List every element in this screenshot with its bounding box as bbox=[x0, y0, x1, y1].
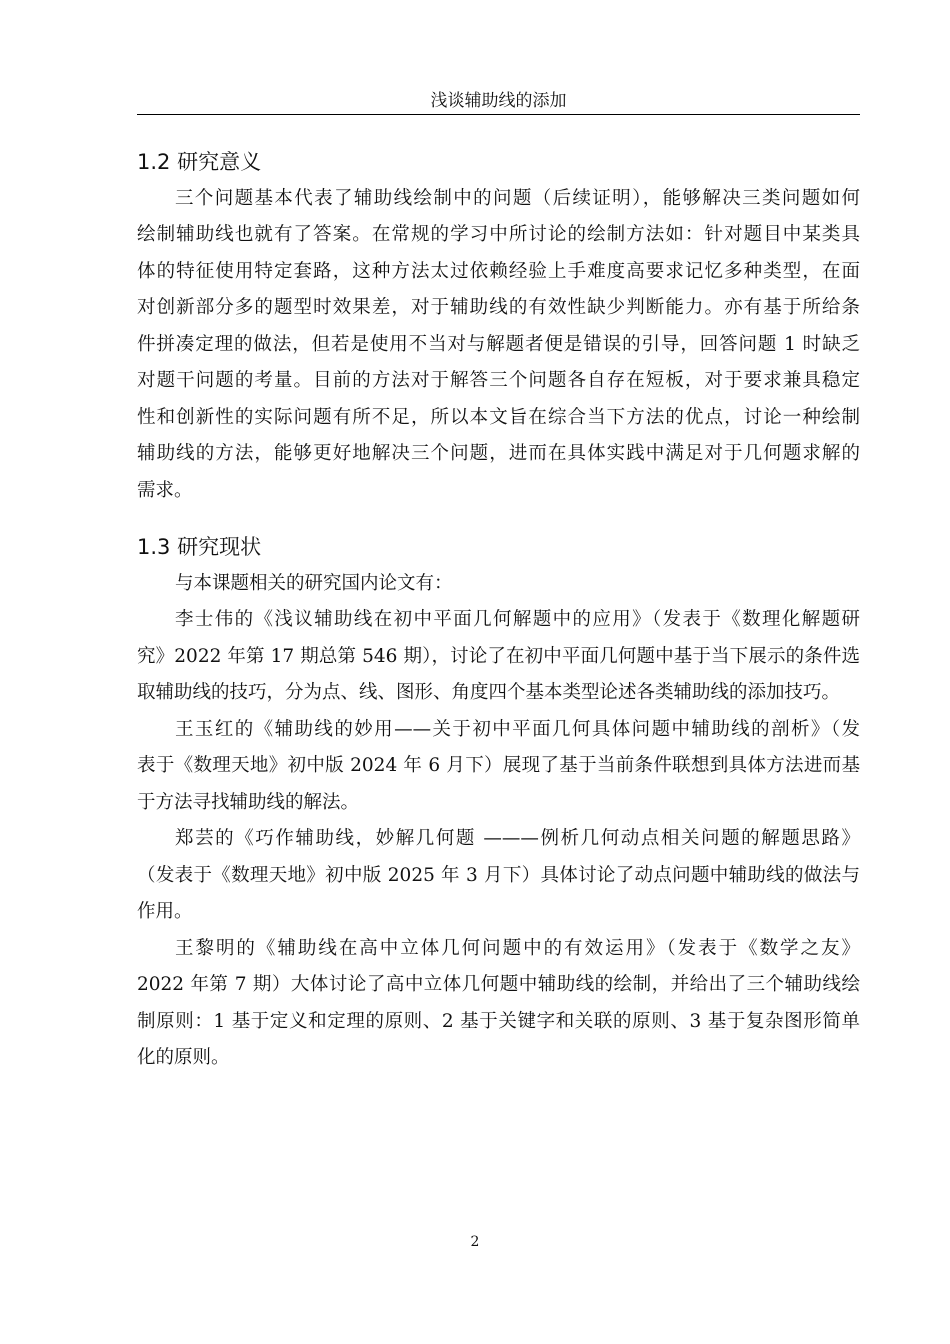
page-number: 2 bbox=[470, 1234, 480, 1250]
text-line: 性和创新性的实际问题有所不足，所以本文旨在综合当下方法的优点，讨论一种绘制 bbox=[137, 406, 860, 428]
text-line: 对题干问题的考量。目前的方法对于解答三个问题各自存在短板，对于要求兼具稳定 bbox=[137, 370, 860, 391]
paragraph bbox=[137, 181, 860, 510]
text-line: 件拼凑定理的做法，但若是使用不当对与解题者便是错误的引导，回答问题 1 时缺乏 bbox=[137, 333, 860, 355]
text-line: 王玉红的《辅助线的妙用——关于初中平面几何具体问题中辅助线的剖析》（发 bbox=[175, 718, 860, 740]
section-heading: 1.2 研究意义 bbox=[137, 150, 262, 174]
paragraph bbox=[137, 602, 860, 712]
text-line: 究》2022 年第 17 期总第 546 期），讨论了在初中平面几何题中基于当下展示的条件选 bbox=[137, 645, 860, 667]
text-line: 辅助线的方法，能够更好地解决三个问题，进而在具体实践中满足对于几何题求解的 bbox=[137, 443, 860, 464]
text-line: 取辅助线的技巧，分为点、线、图形、角度四个基本类型论述各类辅助线的添加技巧。 bbox=[137, 682, 841, 703]
text-line: 对创新部分多的题型时效果差，对于辅助线的有效性缺少判断能力。亦有基于所给条 bbox=[137, 297, 860, 318]
text-line: 2022 年第 7 期）大体讨论了高中立体几何题中辅助线的绘制，并给出了三个辅助线绘 bbox=[137, 974, 860, 995]
text-line: 化的原则。 bbox=[137, 1047, 230, 1068]
text-line: （发表于《数理天地》初中版 2025 年 3 月下）具体讨论了动点问题中辅助线的做法与 bbox=[137, 864, 860, 886]
text-line: 绘制辅助线也就有了答案。在常规的学习中所讨论的绘制方法如：针对题目中某类具 bbox=[137, 224, 860, 245]
text-line: 李士伟的《浅议辅助线在初中平面几何解题中的应用》（发表于《数理化解题研 bbox=[175, 609, 860, 630]
paragraph bbox=[137, 712, 860, 822]
text-line: 需求。 bbox=[137, 479, 193, 501]
text-line: 作用。 bbox=[137, 901, 193, 922]
text-line: 与本课题相关的研究国内论文有： bbox=[175, 572, 453, 594]
paragraph bbox=[137, 931, 860, 1077]
paragraph bbox=[137, 566, 860, 603]
text-line: 王黎明的《辅助线在高中立体几何问题中的有效运用》（发表于《数学之友》 bbox=[175, 937, 860, 959]
running-header: 浅谈辅助线的添加 bbox=[137, 90, 860, 115]
section-heading: 1.3 研究现状 bbox=[137, 535, 262, 559]
text-line: 制原则：1 基于定义和定理的原则、2 基于关键字和关联的原则、3 基于复杂图形简单 bbox=[137, 1010, 860, 1032]
text-line: 表于《数理天地》初中版 2024 年 6 月下）展现了基于当前条件联想到具体方法进而基 bbox=[137, 755, 860, 776]
text-line: 体的特征使用特定套路，这种方法太过依赖经验上手难度高要求记忆多种类型，在面 bbox=[137, 260, 860, 282]
text-line: 三个问题基本代表了辅助线绘制中的问题（后续证明），能够解决三类问题如何 bbox=[175, 187, 860, 209]
page-body bbox=[137, 144, 860, 1077]
paragraph bbox=[137, 821, 860, 931]
text-line: 于方法寻找辅助线的解法。 bbox=[137, 791, 360, 813]
text-line: 郑芸的《巧作辅助线，妙解几何题 ———例析几何动点相关问题的解题思路》 bbox=[175, 828, 860, 849]
